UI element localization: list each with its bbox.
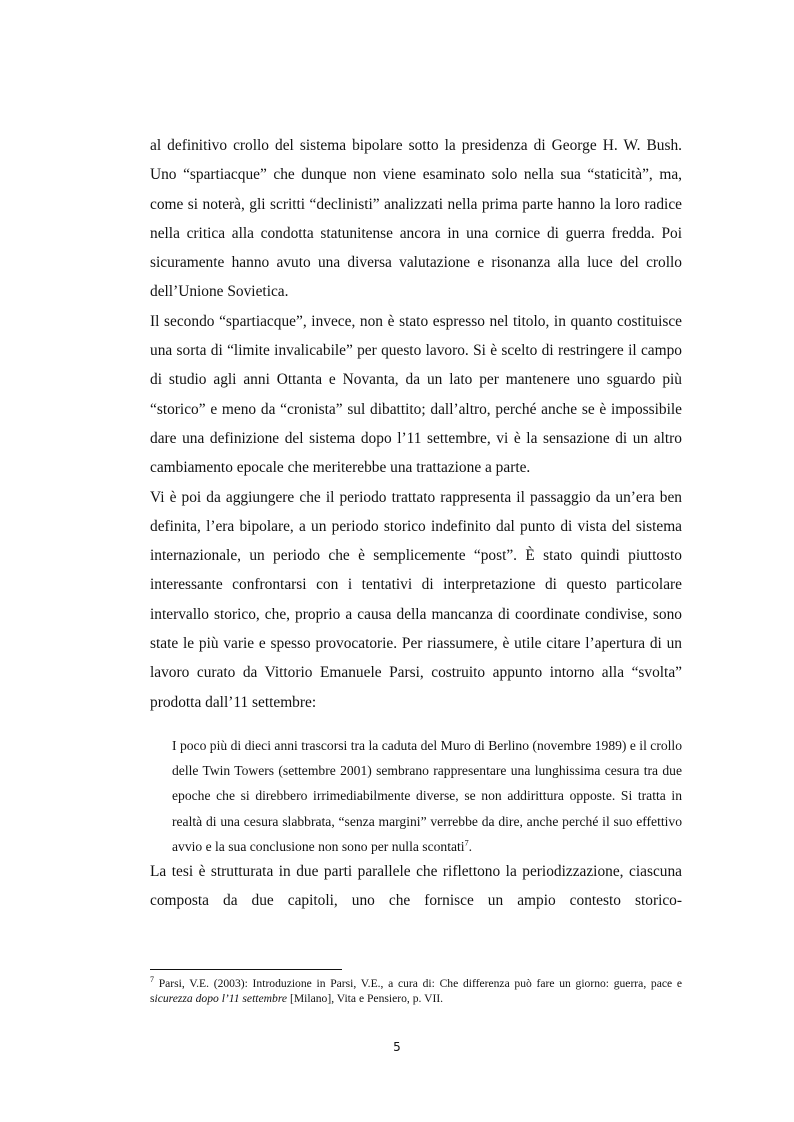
footnote-reference: 7 — [464, 838, 469, 848]
footnote-number: 7 — [150, 975, 154, 985]
footnote — [150, 976, 682, 1006]
footnote-separator — [150, 969, 342, 970]
paragraph: Il secondo “spartiacque”, invece, non è stato espresso nel titolo, in quanto costituisce una sorta di “limite invalicabile” per questo lavoro. Si è scelto di restringere il campo di studio agli anni Ottanta e Novanta, da un lato per mantenere uno sguardo più “storico” e meno da “cronista” sul dibattito; dall’altro, perché anche se è impossibile dare una definizione del sistema dopo l’11 settembre, vi è la sensazione di un altro cambiamento epocale che meriterebbe una trattazione a parte. — [150, 312, 682, 477]
page-number: 5 — [393, 1040, 401, 1054]
footnote-text: Parsi, V.E. (2003): Introduzione in Parsi, V.E., a cura di: Che differenza può fare un giorno: guerra, pace e s — [150, 977, 682, 1005]
quote-end: . — [468, 838, 472, 854]
footnote-text-end: [Milano], Vita e Pensiero, p. VII. — [287, 992, 444, 1005]
footnote-italic-title: icurezza dopo l’11 settembre — [154, 992, 288, 1005]
paragraph-after-quote: La tesi è strutturata in due parti parallele che riflettono la periodizzazione, ciascuna composta da due capitoli, uno che fornisce un ampio contesto storico- — [150, 863, 682, 910]
paragraph: al definitivo crollo del sistema bipolare sotto la presidenza di George H. W. Bush. Uno “spartiacque” che dunque non viene esaminato solo nella sua “staticità”, ma, come si noterà, gli scritti “declinisti” analizzati nella prima parte hanno la loro radice nella critica alla condotta statunitense ancora in una cornice di guerra fredda. Poi sicuramente hanno avuto una diversa valutazione e risonanza alla luce del crollo dell’Unione Sovietica. — [150, 137, 682, 301]
paragraph: Vi è poi da aggiungere che il periodo trattato rappresenta il passaggio da un’era ben definita, l’era bipolare, a un periodo storico indefinito dal punto di vista del sistema internazionale, un periodo che è semplicemente “post”. È stato quindi piuttosto interessante confrontarsi con i tentativi di interpretazione di questo particolare intervallo storico, che, proprio a causa della mancanza di coordinate condivise, sono state le più varie e spesso provocatorie. Per riassumere, è utile citare l’apertura di un lavoro curato da Vittorio Emanuele Parsi, costruito appunto intorno alla “svolta” prodotta dall’11 settembre: — [150, 488, 682, 711]
body-text — [150, 131, 682, 717]
quote-text: I poco più di dieci anni trascorsi tra la caduta del Muro di Berlino (novembre 1989) e il crollo delle Twin Towers (settembre 2001) sembrano rappresentare una lunghissima cesura tra due epoche che si direbbero irrimediabilmente diverse, se non addirittura opposte. Si tratta in realtà di una cesura slabbrata, “senza margini” verrebbe da dire, anche perché il suo effettivo avvio e la sua conclusione non sono per nulla scontati — [172, 738, 682, 854]
block-quote — [172, 733, 682, 859]
